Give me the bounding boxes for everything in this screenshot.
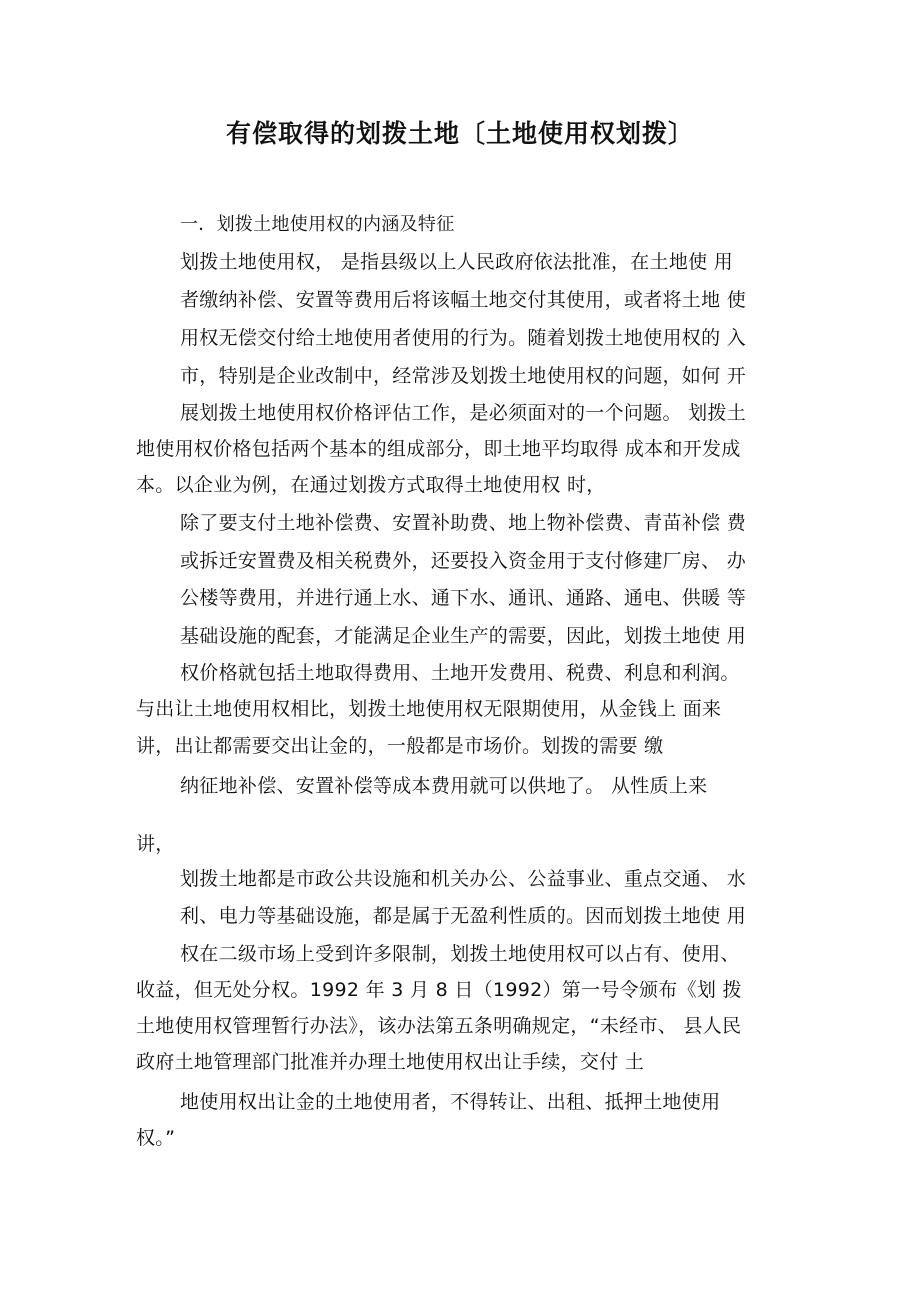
paragraph-line: 或拆迁安置费及相关税费外，还要投入资金用于支付修建厂房、 办 <box>180 550 747 572</box>
paragraph-line: 讲， <box>136 833 175 855</box>
paragraph-line: 公楼等费用，并进行通上水、通下水、通讯、通路、通电、供暖 等 <box>180 587 747 609</box>
paragraph-line: 地使用权出让金的土地使用者，不得转让、出租、抵押土地使用 <box>180 1091 721 1113</box>
paragraph-line: 与出让土地使用权相比，划拨土地使用权无限期使用，从金钱上 面来 <box>136 698 722 720</box>
paragraph-line: 政府土地管理部门批准并办理土地使用权出让手续，交付 土 <box>136 1051 645 1073</box>
paragraph-line: 地使用权价格包括两个基本的组成部分，即土地平均取得 成本和开发成 <box>136 438 741 460</box>
paragraph-line: 基础设施的配套，才能满足企业生产的需要，因此，划拨土地使 用 <box>180 625 747 647</box>
document-title: 有偿取得的划拨土地〔土地使用权划拨〕 <box>225 119 694 148</box>
paragraph-line: 土地使用权管理暂行办法》，该办法第五条明确规定，“未经市、 县人民 <box>136 1015 742 1037</box>
section-heading: 一．划拨土地使用权的内涵及特征 <box>180 214 455 235</box>
paragraph-line: 者缴纳补偿、安置等费用后将该幅土地交付其使用，或者将土地 使 <box>180 289 747 311</box>
paragraph-line: 权价格就包括土地取得费用、土地开发费用、税费、利息和利润。 <box>180 662 740 684</box>
paragraph-line: 市，特别是企业改制中，经常涉及划拨土地使用权的问题，如何 开 <box>180 365 747 387</box>
paragraph-line: 权在二级市场上受到许多限制，划拨土地使用权可以占有、使用、 <box>180 943 740 965</box>
paragraph-line: 展划拨土地使用权价格评估工作，是必须面对的一个问题。 划拨土 <box>180 402 747 424</box>
paragraph-line: 讲，出让都需要交出让金的，一般都是市场价。划拨的需要 缴 <box>136 735 664 757</box>
paragraph-line: 利、电力等基础设施，都是属于无盈利性质的。因而划拨土地使 用 <box>180 905 747 927</box>
paragraph-line: 本。以企业为例，在通过划拨方式取得土地使用权 时， <box>136 474 606 496</box>
paragraph-line: 划拨土地都是市政公共设施和机关办公、公益事业、重点交通、 水 <box>180 868 747 890</box>
paragraph-line: 收益，但无处分权。1992 年 3 月 8 日（1992）第一号令颁布《划 拨 <box>136 979 742 1001</box>
paragraph-line: 权。” <box>136 1127 176 1149</box>
paragraph-line: 纳征地补偿、安置补偿等成本费用就可以供地了。 从性质上来 <box>180 775 708 797</box>
paragraph-line: 划拨土地使用权， 是指县级以上人民政府依法批准，在土地使 用 <box>180 251 734 273</box>
paragraph-line: 除了要支付土地补偿费、安置补助费、地上物补偿费、青苗补偿 费 <box>180 512 747 534</box>
paragraph-line: 用权无偿交付给土地使用者使用的行为。随着划拨土地使用权的 入 <box>180 327 747 349</box>
